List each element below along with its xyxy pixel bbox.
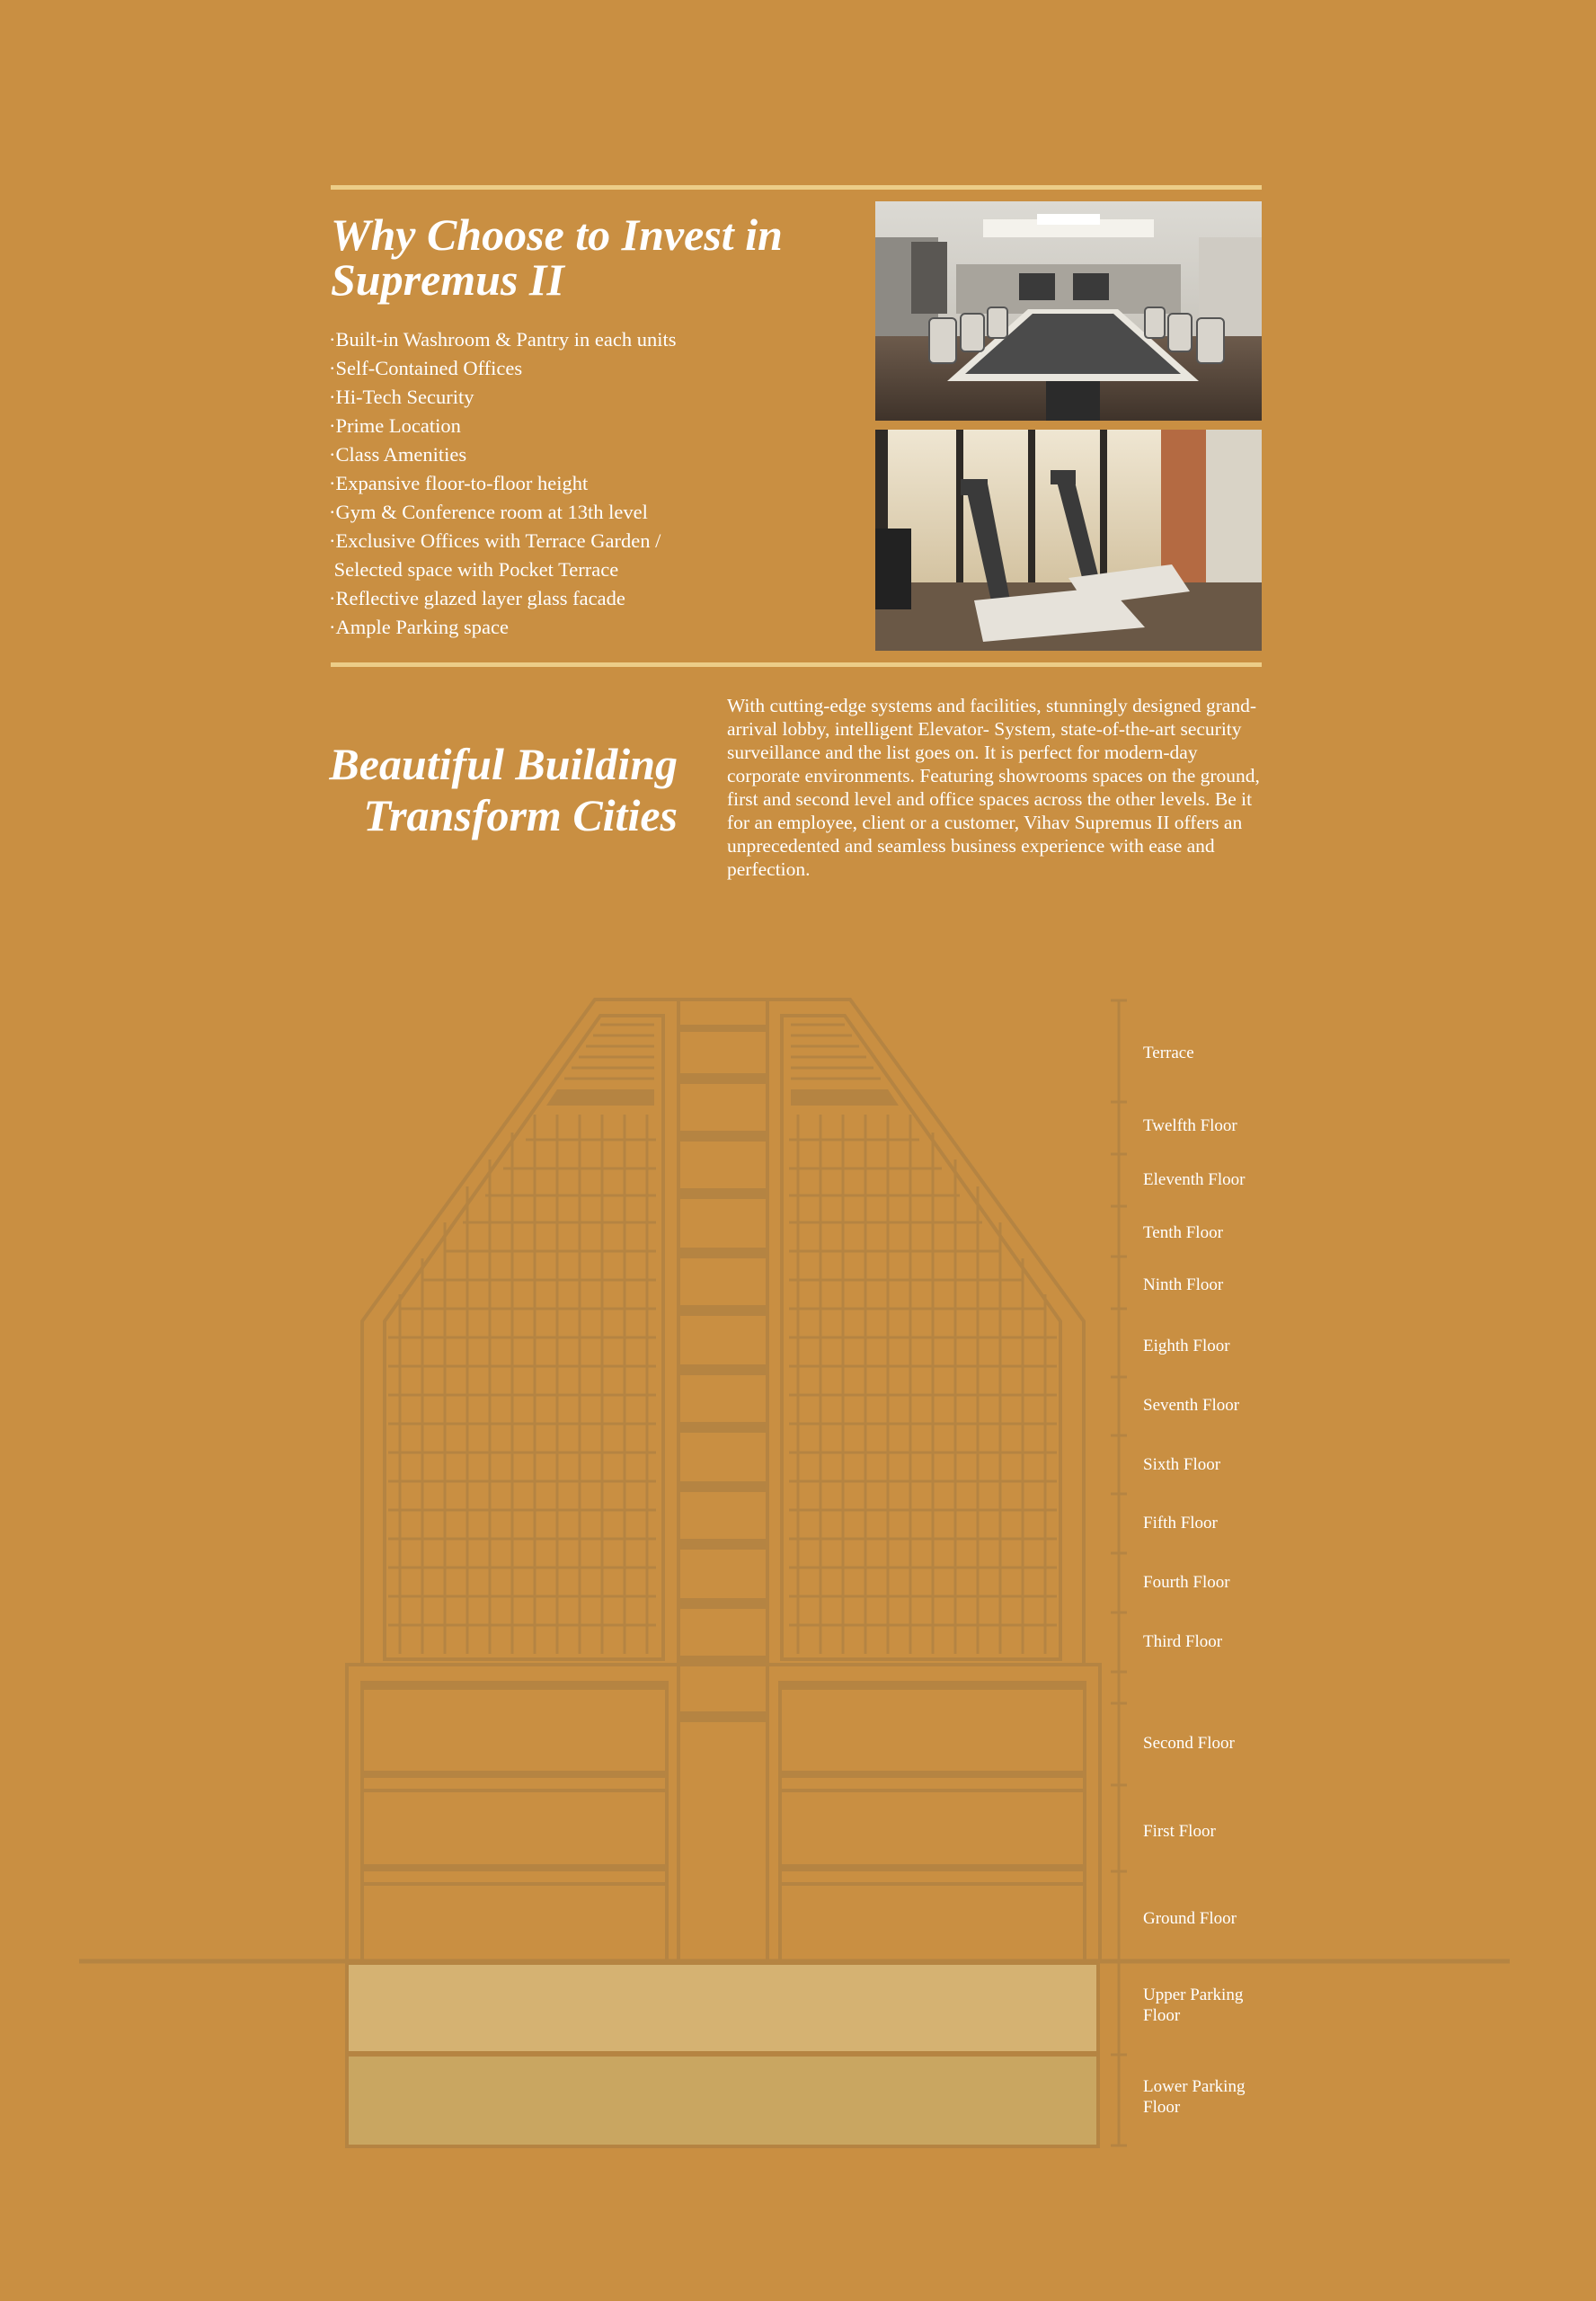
building-title-line2: Transform Cities xyxy=(363,790,678,840)
top-divider xyxy=(331,185,1262,190)
invest-title-line2: Supremus II xyxy=(331,254,564,305)
conference-room-photo xyxy=(875,201,1262,421)
feature-item: ·Prime Location xyxy=(329,414,461,437)
floor-label-eighth: Eighth Floor xyxy=(1143,1337,1230,1355)
floor-label-sixth: Sixth Floor xyxy=(1143,1455,1221,1474)
floor-label-upper-parking-line2: Floor xyxy=(1143,2006,1181,2025)
building-title-line1: Beautiful Building xyxy=(329,739,678,789)
floor-label-ground: Ground Floor xyxy=(1143,1909,1237,1928)
feature-item: ·Gym & Conference room at 13th level xyxy=(329,501,648,523)
floor-label-upper-parking-line1: Upper Parking xyxy=(1143,1986,1244,2004)
building-description: With cutting-edge systems and facilities, stunningly designed grand-arrival lobby, intelligent Elevator- System, state-of-the-art security surveillance and the list goes on. It is perfect for modern-day corporate environments. Featuring showrooms spaces on the ground, first and second level and office spaces across the other levels. Be it for an employee, client or a customer, Vihav Supremus II offers an unprecedented and seamless business experience with ease and perfection. xyxy=(727,695,1260,880)
building-title xyxy=(297,739,678,841)
feature-item: ·Hi-Tech Security xyxy=(329,386,474,408)
feature-list xyxy=(329,325,676,642)
floor-label-lower-parking-line2: Floor xyxy=(1143,2098,1181,2117)
feature-item: ·Class Amenities xyxy=(329,443,467,466)
feature-item: ·Ample Parking space xyxy=(329,616,509,638)
invest-title-line1: Why Choose to Invest in xyxy=(331,209,783,260)
floor-label-lower-parking xyxy=(1143,2076,1245,2118)
building-elevation-illustration xyxy=(0,971,1596,2175)
feature-item: ·Reflective glazed layer glass facade xyxy=(329,587,625,609)
feature-item: ·Expansive floor-to-floor height xyxy=(329,472,589,494)
floor-label-twelfth: Twelfth Floor xyxy=(1143,1116,1237,1135)
feature-item: ·Exclusive Offices with Terrace Garden / xyxy=(329,529,661,552)
floor-label-seventh: Seventh Floor xyxy=(1143,1396,1240,1415)
feature-item: ·Self-Contained Offices xyxy=(329,357,523,379)
feature-item: Selected space with Pocket Terrace xyxy=(329,558,619,581)
floor-label-terrace: Terrace xyxy=(1143,1044,1194,1062)
floor-label-first: First Floor xyxy=(1143,1822,1216,1841)
floor-label-tenth: Tenth Floor xyxy=(1143,1223,1223,1242)
feature-item: ·Built-in Washroom & Pantry in each units xyxy=(329,328,677,351)
gym-treadmill-photo xyxy=(875,430,1262,651)
floor-label-ninth: Ninth Floor xyxy=(1143,1275,1224,1294)
invest-title xyxy=(331,209,834,305)
floor-label-second: Second Floor xyxy=(1143,1734,1235,1753)
floor-label-eleventh: Eleventh Floor xyxy=(1143,1170,1246,1189)
middle-divider xyxy=(331,662,1262,667)
floor-label-fourth: Fourth Floor xyxy=(1143,1573,1230,1592)
floor-label-third: Third Floor xyxy=(1143,1632,1223,1651)
floor-label-lower-parking-line1: Lower Parking xyxy=(1143,2077,1246,2096)
floor-label-upper-parking xyxy=(1143,1985,1243,2026)
floor-label-fifth: Fifth Floor xyxy=(1143,1514,1218,1533)
